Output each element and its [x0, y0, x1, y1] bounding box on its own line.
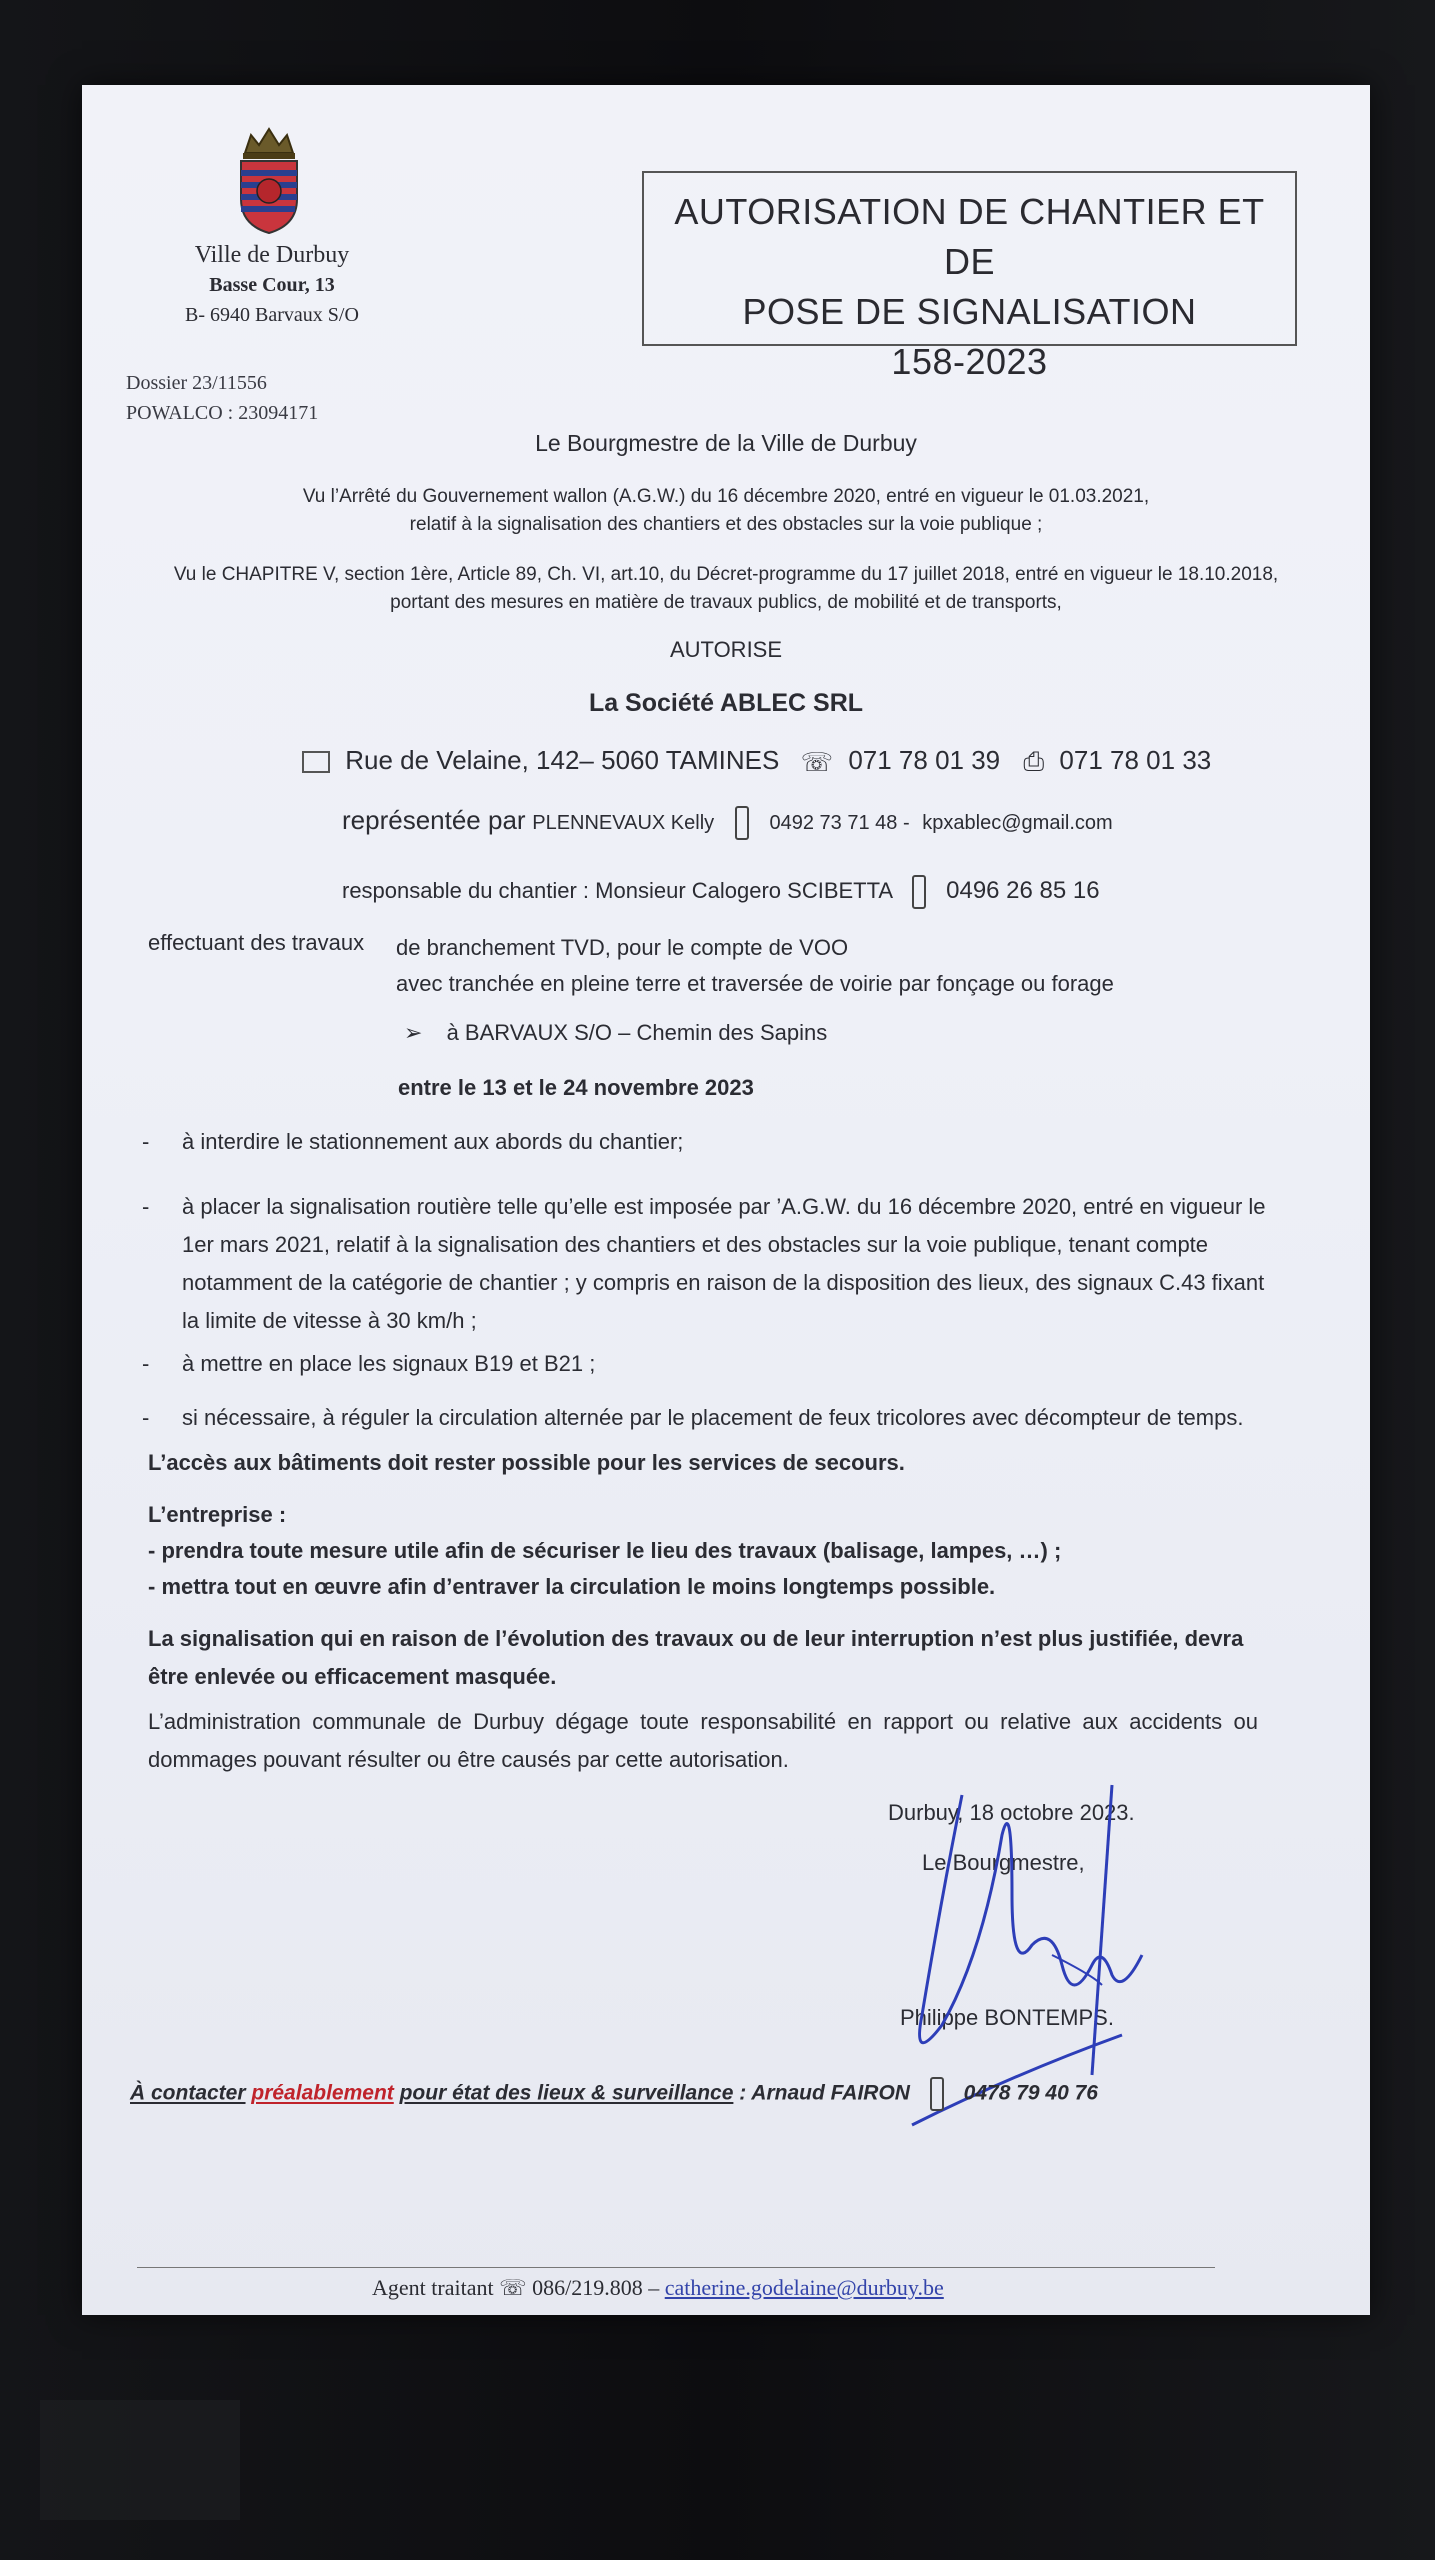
vu2-line-a: Vu le CHAPITRE V, section 1ère, Article 89, Ch. VI, art.10, du Décret-programme du 17 juillet 2018, entré en vigueur le 18.10.2018, [173, 564, 1279, 585]
fax-icon: ⎙ [1023, 746, 1045, 777]
signature-place-date: Durbuy, 18 octobre 2023. [888, 1800, 1135, 1825]
municipality-postal: B- 6940 Barvaux S/O [185, 304, 359, 326]
mobile-phone-icon [912, 875, 926, 909]
contact-label: À contacter [130, 2081, 246, 2105]
represented-name: PLENNEVAUX Kelly [532, 812, 715, 834]
entreprise-label: L’entreprise : [148, 1502, 287, 1527]
dossier-number: Dossier 23/11556 [126, 372, 267, 394]
company-phone: 071 78 01 39 [848, 745, 1001, 775]
title-box [642, 171, 1297, 382]
contact-purpose: pour état des lieux & surveillance [399, 2081, 734, 2105]
works-label: effectuant des travaux [148, 930, 365, 955]
represented-phone: 0492 73 71 48 - [769, 812, 910, 834]
list-item: - à placer la signalisation routière telle qu’elle est imposée par ’A.G.W. du 16 décembre 2020, entré en vigueur le 1er mars 2021, relatif à la signalisation des chantiers et des obstacles sur la voie publique, tenant compte notamment de la catégorie de chantier ; y compris en raison de la disposition des lieux, des signaux C.43 fixant la limite de vitesse à 30 km/h ; [142, 1194, 1266, 1333]
site-manager-phone: 0496 26 85 16 [946, 876, 1100, 904]
mobile-phone-icon [735, 806, 749, 840]
signature-role: Le Bourgmestre, [922, 1850, 1085, 1875]
coat-of-arms-icon [237, 125, 301, 235]
contact-name: : Arnaud FAIRON [739, 2081, 910, 2105]
company-name: La Société ABLEC SRL [588, 689, 864, 717]
telephone-icon: ☏ [499, 2275, 527, 2300]
footer-divider [137, 2267, 1215, 2268]
title-line-1: AUTORISATION DE CHANTIER ET DE [674, 191, 1265, 282]
contact-emphasis: préalablement [251, 2081, 394, 2105]
signature-name: Philippe BONTEMPS. [900, 2005, 1114, 2030]
access-notice: L’accès aux bâtiments doit rester possible pour les services de secours. [148, 1450, 905, 1475]
works-line-2: avec tranchée en pleine terre et traversée de voirie par fonçage ou forage [396, 971, 1114, 996]
document-page [82, 85, 1370, 2315]
signal-notice: La signalisation qui en raison de l’évolution des travaux ou de leur interruption n’est plus justifiée, devra être enlevée ou efficacement masquée. [148, 1626, 1244, 1689]
works-line-1: de branchement TVD, pour le compte de VOO [396, 935, 849, 960]
entreprise-item-2: - mettra tout en œuvre afin d’entraver la circulation le moins longtemps possible. [148, 1574, 996, 1599]
vu2-line-b: portant des mesures en matière de travaux publics, de mobilité et de transports, [390, 592, 1062, 613]
contact-phone: 0478 79 40 76 [963, 2081, 1098, 2105]
mobile-phone-icon [930, 2077, 944, 2111]
disclaimer: L’administration communale de Durbuy dégage toute responsabilité en rapport ou relative aux accidents ou dommages pouvant résulter ou être causés par cette autorisation. [148, 1709, 1258, 1772]
telephone-icon: ☏ [800, 746, 834, 777]
title-line-2: POSE DE SIGNALISATION [742, 291, 1197, 332]
footer-agent-label: Agent traitant [372, 2275, 494, 2300]
company-fax: 071 78 01 33 [1059, 745, 1212, 775]
works-location: à BARVAUX S/O – Chemin des Sapins [446, 1020, 828, 1045]
company-address: Rue de Velaine, 142– 5060 TAMINES [345, 745, 780, 775]
municipality-street: Basse Cour, 13 [209, 274, 335, 296]
footer-email-link[interactable]: catherine.godelaine@durbuy.be [664, 2275, 944, 2300]
footer-phone: 086/219.808 – [532, 2275, 660, 2300]
site-manager: responsable du chantier : Monsieur Calogero SCIBETTA [342, 877, 892, 903]
vu1-line-a: Vu l’Arrêté du Gouvernement wallon (A.G.W.) du 16 décembre 2020, entré en vigueur le 01.03.2021, [302, 486, 1150, 507]
list-item: - si nécessaire, à réguler la circulation alternée par le placement de feux tricolores avec décompteur de temps. [142, 1405, 1244, 1430]
reflection-sticker [40, 2400, 240, 2520]
list-item: - à mettre en place les signaux B19 et B21 ; [142, 1351, 596, 1376]
powalco-number: POWALCO : 23094171 [126, 402, 319, 424]
authority-line: Le Bourgmestre de la Ville de Durbuy [535, 430, 917, 456]
autorise-heading: AUTORISE [669, 637, 783, 662]
arrow-icon: ➢ [404, 1020, 423, 1045]
works-dates: entre le 13 et le 24 novembre 2023 [398, 1075, 754, 1100]
vu1-line-b: relatif à la signalisation des chantiers et des obstacles sur la voie publique ; [409, 514, 1043, 535]
list-item: - à interdire le stationnement aux abords du chantier; [142, 1129, 684, 1154]
title-number: 158-2023 [891, 341, 1048, 382]
represented-label: représentée par [342, 805, 526, 835]
entreprise-item-1: - prendra toute mesure utile afin de sécuriser le lieu des travaux (balisage, lampes, …) ; [148, 1538, 1062, 1563]
municipality-name: Ville de Durbuy [194, 242, 350, 268]
represented-email: kpxablec@gmail.com [922, 812, 1113, 834]
envelope-icon [302, 751, 330, 773]
